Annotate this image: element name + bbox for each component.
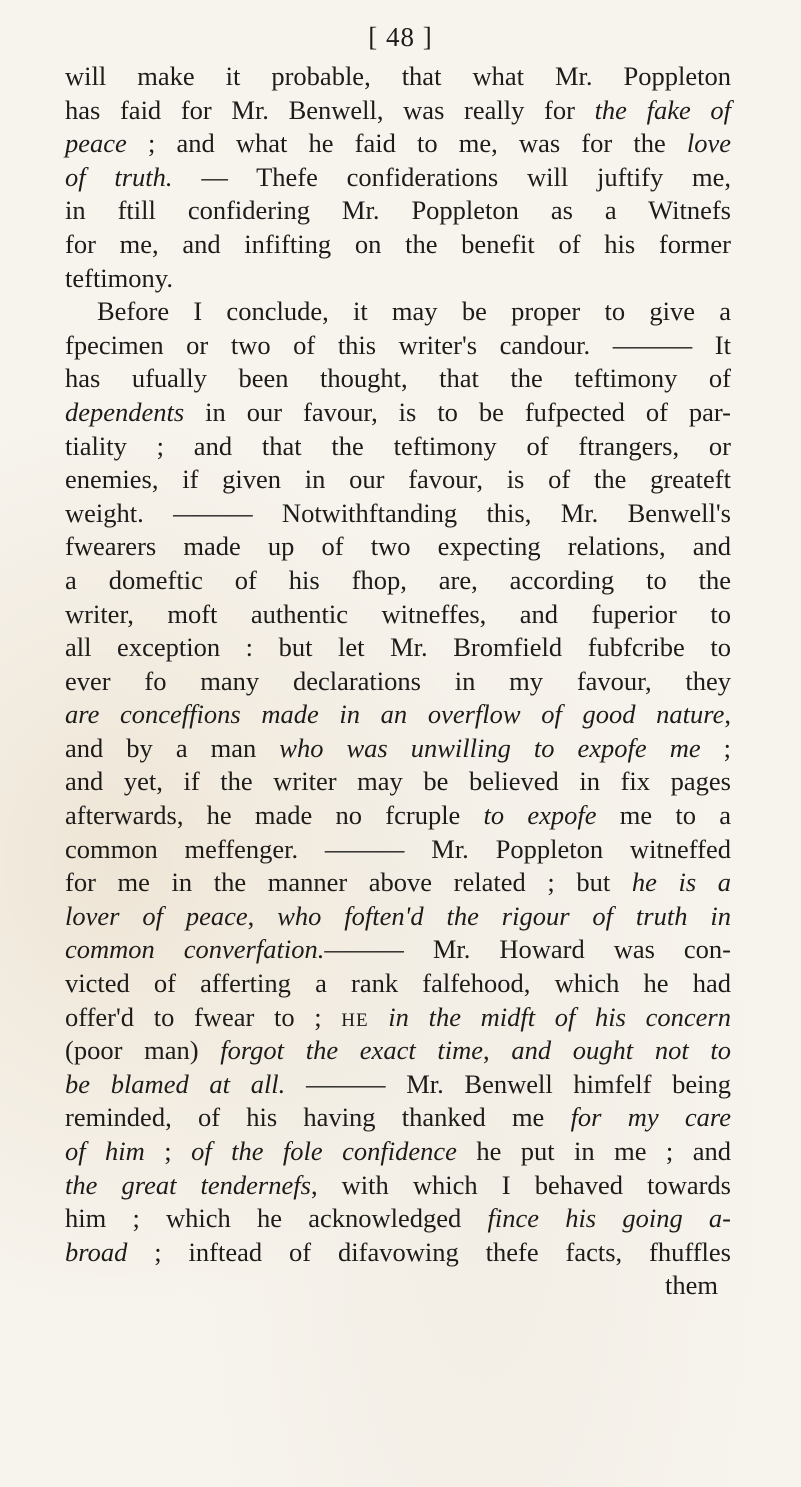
- text-run: ——— Mr. Benwell himfelf being: [285, 1068, 731, 1099]
- text-run: and yet, if the writer may be believed in fix pages: [65, 766, 731, 797]
- text-run: ,: [483, 1035, 512, 1066]
- text-line: [65, 1269, 731, 1303]
- text-line: [65, 698, 731, 732]
- italic-text: dependents: [65, 396, 185, 427]
- text-run: , with which I behaved towards: [310, 1169, 731, 1200]
- italic-text: forgot the exact time: [220, 1035, 484, 1066]
- text-run: enemies, if given in our favour, is of the greateft: [65, 464, 731, 495]
- text-line: [65, 1034, 731, 1068]
- text-run: offer'd to fwear to ;: [65, 1001, 342, 1032]
- text-run: has faid for Mr. Benwell, was really for: [65, 94, 595, 125]
- text-run: and by a man: [65, 732, 280, 763]
- italic-text: who was unwilling to expofe me: [279, 732, 701, 763]
- text-line: [65, 194, 731, 228]
- text-run: in ftill confidering Mr. Poppleton as a Witnefs: [65, 195, 731, 226]
- text-run: Before I conclude, it may be proper to give a: [97, 296, 731, 327]
- italic-text: broad: [65, 1236, 128, 1267]
- text-run: me to a: [596, 800, 731, 831]
- text-run: fwearers made up of two expecting relations, and: [65, 531, 731, 562]
- italic-text: peace: [65, 128, 127, 159]
- text-line: [65, 161, 731, 195]
- italic-text: common converfation.: [65, 934, 325, 965]
- text-run: ——— Mr. Howard was con-: [324, 934, 731, 965]
- text-run: him ; which he acknowledged: [65, 1203, 488, 1234]
- text-line: [65, 564, 731, 598]
- text-line: [65, 1202, 731, 1236]
- text-run: ;: [700, 732, 731, 763]
- italic-text: to expofe: [483, 800, 597, 831]
- text-run: ,: [724, 699, 731, 730]
- text-run: for me, and infifting on the benefit of his former: [65, 228, 731, 259]
- text-run: ,: [247, 900, 278, 931]
- text-run: — Thefe confiderations will juftify me,: [172, 161, 731, 192]
- italic-text: the great tendernefs: [65, 1169, 311, 1200]
- text-line: [65, 1001, 731, 1035]
- text-line: [65, 362, 731, 396]
- text-line: [65, 967, 731, 1001]
- text-run: weight. ——— Notwithftanding this, Mr. Benwell's: [65, 497, 731, 528]
- text-run: ;: [144, 1136, 192, 1166]
- text-line: [65, 1068, 731, 1102]
- italic-text: be blamed at all.: [65, 1068, 286, 1099]
- text-line: [65, 900, 731, 934]
- text-line: [65, 833, 731, 867]
- text-run: ; inftead of difavowing thefe facts, fhuffles: [127, 1236, 731, 1267]
- text-line: [65, 430, 731, 464]
- italic-text: for my care: [570, 1102, 731, 1133]
- text-run: will make it probable, that what Mr. Poppleton: [65, 61, 731, 91]
- text-line: [65, 228, 731, 262]
- body-text: [65, 60, 731, 1303]
- text-line: [65, 60, 731, 94]
- text-run: common meffenger. ——— Mr. Poppleton witneffed: [65, 833, 731, 864]
- italic-text: and ought not to: [511, 1035, 732, 1066]
- text-run: [369, 1002, 389, 1032]
- text-line: [65, 94, 731, 128]
- text-line: [65, 1135, 731, 1169]
- italic-text: of the fole confidence: [191, 1136, 457, 1166]
- text-run: ; and what he faid to me, was for the: [126, 128, 687, 159]
- text-line: [65, 463, 731, 497]
- text-run: a domeftic of his fhop, are, according to the: [65, 564, 731, 595]
- italic-text: of truth.: [65, 161, 173, 192]
- text-run: has ufually been thought, that the teftimony of: [65, 363, 731, 394]
- text-run: afterwards, he made no fcruple: [65, 800, 484, 831]
- text-line: [65, 631, 731, 665]
- text-line: [65, 497, 731, 531]
- text-line: [65, 1169, 731, 1203]
- text-line: [65, 262, 731, 296]
- page-number: [ 48 ]: [368, 22, 433, 52]
- italic-text: who foften'd the rigour of truth in: [277, 900, 731, 931]
- italic-text: are conceffions made in an overflow of good nature: [65, 699, 725, 730]
- italic-text: the fake of: [594, 94, 731, 125]
- italic-text: he is a: [631, 867, 732, 898]
- text-run: writer, moft authentic witneffes, and fuperior to: [65, 598, 731, 629]
- text-run: ever fo many declarations in my favour, they: [65, 665, 731, 696]
- text-line: [65, 732, 731, 766]
- text-line: [65, 1101, 731, 1135]
- text-line: [65, 665, 731, 699]
- text-line: [65, 329, 731, 363]
- text-line: [65, 396, 731, 430]
- text-run: victed of afferting a rank falfehood, which he had: [65, 968, 731, 999]
- text-run: (poor man): [65, 1035, 221, 1066]
- small-caps-text: he: [341, 1001, 369, 1032]
- text-line: [65, 127, 731, 161]
- text-run: them: [665, 1270, 718, 1301]
- text-run: in our favour, is to be fufpected of par-: [184, 396, 731, 427]
- italic-text: of him: [65, 1136, 145, 1166]
- text-run: for me in the manner above related ; but: [65, 867, 632, 898]
- text-run: reminded, of his having thanked me: [65, 1102, 571, 1133]
- text-line: [65, 530, 731, 564]
- text-run: fpecimen or two of this writer's candour. ——— It: [65, 329, 731, 360]
- italic-text: lover of peace: [65, 900, 248, 931]
- text-run: he put in me ; and: [456, 1136, 731, 1166]
- text-line: [65, 799, 731, 833]
- text-line: [65, 933, 731, 967]
- italic-text: in the midft of his concern: [388, 1001, 731, 1032]
- text-line: [65, 765, 731, 799]
- text-run: tiality ; and that the teftimony of ftrangers, or: [65, 430, 731, 461]
- text-run: all exception : but let Mr. Bromfield fubfcribe to: [65, 632, 731, 663]
- text-line: [65, 866, 731, 900]
- text-line: [65, 598, 731, 632]
- text-line: [65, 295, 731, 329]
- italic-text: fince his going a-: [487, 1203, 731, 1234]
- text-line: [65, 1236, 731, 1270]
- text-run: teftimony.: [65, 262, 173, 293]
- italic-text: love: [686, 128, 731, 159]
